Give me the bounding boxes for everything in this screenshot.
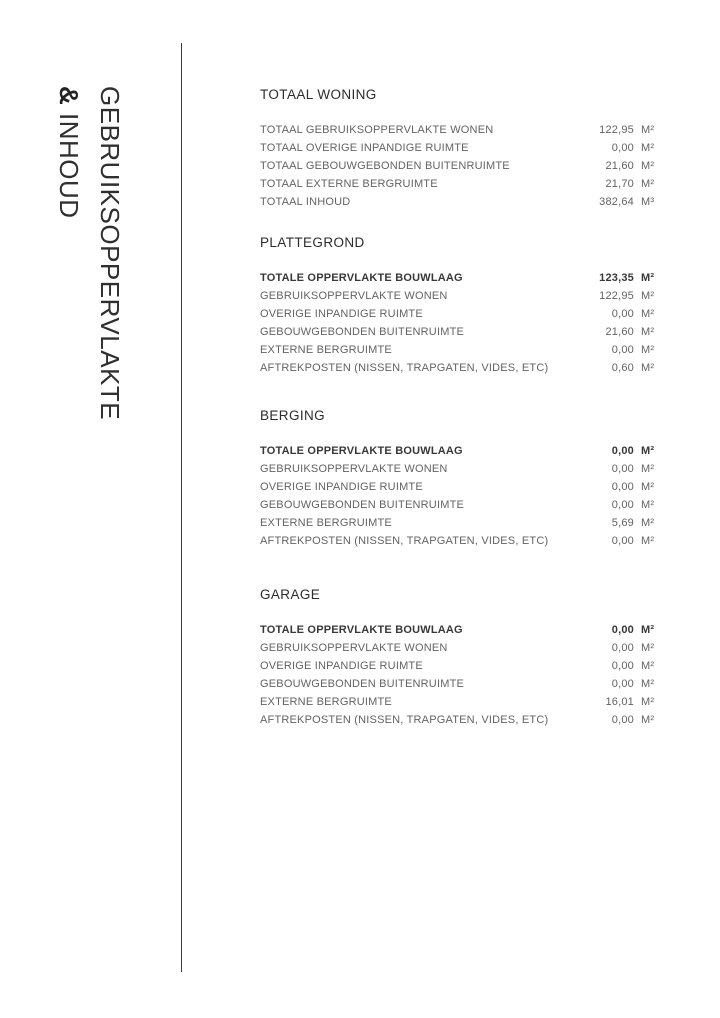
table-row <box>260 175 658 193</box>
sidebar-title <box>46 86 130 566</box>
table-row <box>260 121 658 139</box>
row-label: TOTALE OPPERVLAKTE BOUWLAAG <box>260 445 463 457</box>
page-title-line2 <box>48 86 89 566</box>
row-unit: M² <box>641 535 655 547</box>
row-value: 0,00 <box>611 624 634 636</box>
row-label: AFTREKPOSTEN (NISSEN, TRAPGATEN, VIDES, ETC) <box>260 535 549 547</box>
row-unit: M² <box>641 445 655 457</box>
section-totaal-woning <box>260 86 658 211</box>
vertical-divider <box>181 43 182 972</box>
row-value: 5,69 <box>611 517 634 529</box>
section-berging <box>260 407 658 550</box>
row-label: AFTREKPOSTEN (NISSEN, TRAPGATEN, VIDES, ETC) <box>260 714 549 726</box>
page-title-line1: GEBRUIKSOPPERVLAKTE <box>95 86 125 421</box>
row-label: OVERIGE INPANDIGE RUIMTE <box>260 660 423 672</box>
section-title: PLATTEGROND <box>260 235 365 250</box>
row-label: EXTERNE BERGRUIMTE <box>260 517 392 529</box>
row-label: GEBOUWGEBONDEN BUITENRUIMTE <box>260 678 465 690</box>
table-row <box>260 532 658 550</box>
row-value: 16,01 <box>605 696 634 708</box>
row-label: GEBRUIKSOPPERVLAKTE WONEN <box>260 463 448 475</box>
row-unit: M² <box>641 308 655 320</box>
row-unit: M² <box>641 463 655 475</box>
row-value: 0,60 <box>611 362 634 374</box>
section-rows <box>260 269 658 377</box>
row-unit: M² <box>641 362 655 374</box>
table-row <box>260 193 658 211</box>
row-value: 0,00 <box>611 142 634 154</box>
row-unit: M² <box>641 344 655 356</box>
row-label: TOTAAL GEBOUWGEBONDEN BUITENRUIMTE <box>260 160 510 172</box>
row-label: EXTERNE BERGRUIMTE <box>260 696 392 708</box>
row-label: TOTALE OPPERVLAKTE BOUWLAAG <box>260 624 463 636</box>
ampersand: & <box>54 86 84 106</box>
row-unit: M² <box>641 714 655 726</box>
row-label: TOTALE OPPERVLAKTE BOUWLAAG <box>260 272 463 284</box>
row-unit: M² <box>641 499 655 511</box>
table-row-total <box>260 621 658 639</box>
row-unit: M² <box>641 160 655 172</box>
row-value: 0,00 <box>611 481 634 493</box>
row-unit: M² <box>641 142 655 154</box>
row-unit: M² <box>641 660 655 672</box>
content-column <box>260 86 658 729</box>
row-value: 0,00 <box>611 642 634 654</box>
row-label: GEBOUWGEBONDEN BUITENRUIMTE <box>260 326 465 338</box>
section-rows <box>260 621 658 729</box>
row-value: 0,00 <box>611 714 634 726</box>
row-label: TOTAAL INHOUD <box>260 196 351 208</box>
row-value: 0,00 <box>611 463 634 475</box>
row-value: 0,00 <box>611 678 634 690</box>
row-label: TOTAAL GEBRUIKSOPPERVLAKTE WONEN <box>260 124 494 136</box>
row-unit: M² <box>641 124 655 136</box>
table-row <box>260 514 658 532</box>
row-label: EXTERNE BERGRUIMTE <box>260 344 392 356</box>
row-value: 122,95 <box>599 290 634 302</box>
row-unit: M² <box>641 678 655 690</box>
table-row <box>260 305 658 323</box>
row-label: GEBRUIKSOPPERVLAKTE WONEN <box>260 642 448 654</box>
table-row <box>260 496 658 514</box>
row-label: TOTAAL OVERIGE INPANDIGE RUIMTE <box>260 142 469 154</box>
row-value: 0,00 <box>611 660 634 672</box>
row-unit: M² <box>641 517 655 529</box>
table-row <box>260 341 658 359</box>
table-row <box>260 460 658 478</box>
row-label: OVERIGE INPANDIGE RUIMTE <box>260 308 423 320</box>
row-value: 0,00 <box>611 308 634 320</box>
section-rows <box>260 442 658 550</box>
row-unit: M² <box>641 696 655 708</box>
row-label: TOTAAL EXTERNE BERGRUIMTE <box>260 178 438 190</box>
row-value: 0,00 <box>611 445 634 457</box>
section-title: TOTAAL WONING <box>260 87 377 102</box>
row-unit: M² <box>641 272 655 284</box>
table-row <box>260 157 658 175</box>
table-row <box>260 139 658 157</box>
row-label: AFTREKPOSTEN (NISSEN, TRAPGATEN, VIDES, ETC) <box>260 362 549 374</box>
section-plattegrond <box>260 234 658 377</box>
row-label: GEBRUIKSOPPERVLAKTE WONEN <box>260 290 448 302</box>
table-row <box>260 359 658 377</box>
table-row <box>260 657 658 675</box>
row-unit: M² <box>641 290 655 302</box>
table-row <box>260 675 658 693</box>
section-garage <box>260 586 658 729</box>
table-row <box>260 287 658 305</box>
row-unit: M³ <box>641 196 655 208</box>
row-unit: M² <box>641 624 655 636</box>
row-value: 382,64 <box>599 196 634 208</box>
table-row <box>260 711 658 729</box>
row-unit: M² <box>641 326 655 338</box>
table-row <box>260 323 658 341</box>
row-value: 0,00 <box>611 344 634 356</box>
section-rows <box>260 121 658 211</box>
row-unit: M² <box>641 178 655 190</box>
row-label: GEBOUWGEBONDEN BUITENRUIMTE <box>260 499 465 511</box>
section-title: BERGING <box>260 408 326 423</box>
row-value: 0,00 <box>611 499 634 511</box>
row-value: 21,60 <box>605 326 634 338</box>
table-row <box>260 693 658 711</box>
table-row <box>260 639 658 657</box>
row-value: 0,00 <box>611 535 634 547</box>
section-title: GARAGE <box>260 587 321 602</box>
table-row-total <box>260 442 658 460</box>
row-value: 122,95 <box>599 124 634 136</box>
table-row <box>260 478 658 496</box>
row-value: 21,70 <box>605 178 634 190</box>
row-value: 123,35 <box>599 272 634 284</box>
page-title-line2-text: INHOUD <box>54 105 84 219</box>
row-value: 21,60 <box>605 160 634 172</box>
row-unit: M² <box>641 642 655 654</box>
row-unit: M² <box>641 481 655 493</box>
row-label: OVERIGE INPANDIGE RUIMTE <box>260 481 423 493</box>
table-row-total <box>260 269 658 287</box>
